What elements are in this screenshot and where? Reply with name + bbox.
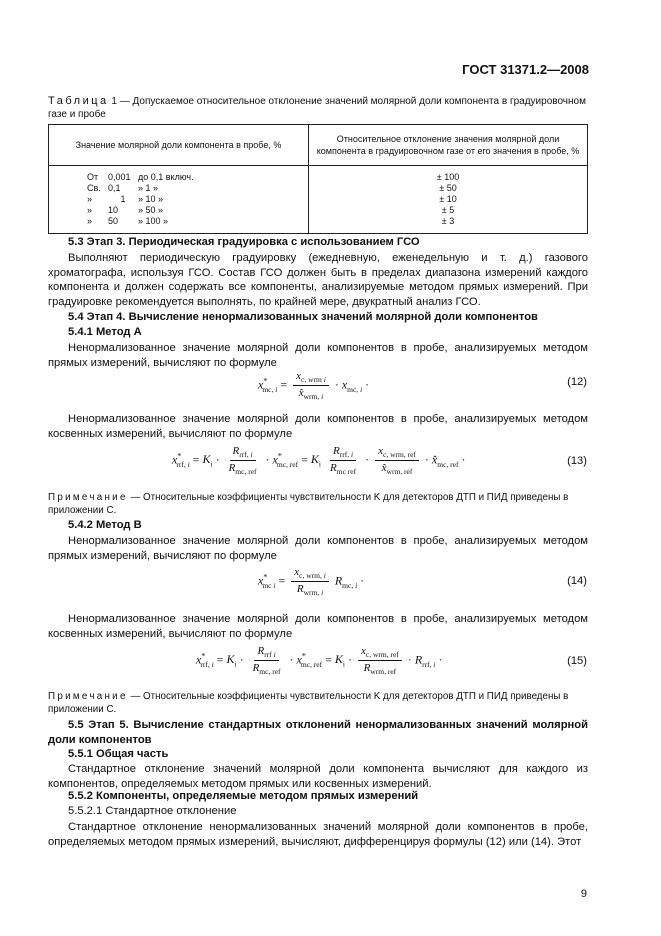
page-number: 9 [580, 888, 587, 900]
note-text: — Относительные коэффициенты чувствительности K для детекторов ДТП и ПИД приведены в приложении С. [48, 492, 569, 516]
section-5-4-1-title: 5.4.1 Метод А [68, 326, 142, 338]
section-5-3-text: Выполняют периодическую градуировку (ежедневную, еженедельную и т. д.) газового хроматографа, используя ГСО. Состав ГСО должен быть в пределах диапазона измерений каждого компонента и должен содержать все компоненты, анализируемые методом прямых измерений. При градуировке рекомендуется выполнять, по крайней мере, двукратный анализ ГСО. [48, 252, 588, 308]
section-5-5-1-text: Стандартное отклонение значений молярной доли компонента вычисляют для каждого из компонентов, определяемых методом прямых или косвенных измерений. [48, 763, 588, 790]
table-header-row [49, 125, 588, 166]
note-5-4-2 [48, 690, 588, 716]
table-value: ± 10 [439, 194, 457, 204]
section-5-4-1-text1: Ненормализованное значение молярной доли компонентов в пробе, анализируемых методом прямых измерений, вычисляют по формуле [48, 342, 588, 369]
equation-13-number: (13) [567, 455, 587, 467]
table-value: ± 100 [436, 172, 460, 182]
equation-15-number: (15) [567, 655, 587, 667]
section-5-4-title: 5.4 Этап 4. Вычисление ненормализованных значений молярной доли компонентов [68, 311, 538, 323]
section-5-5-1-title: 5.5.1 Общая часть [68, 748, 169, 760]
table-ranges-cell [49, 166, 309, 234]
table-header-col2: Относительное отклонение значения молярной доли компонента в градуировочном газе от его значения в пробе, % [309, 125, 588, 166]
table-value: ± 50 [439, 183, 457, 193]
table-caption [48, 95, 588, 121]
table-value: ± 5 [441, 205, 455, 215]
caption-text: 1 — Допускаемое относительное отклонение значений молярной доли компонента в градуировочном газе и пробе [48, 96, 586, 120]
note-5-4-1 [48, 491, 588, 517]
equation-12: $x^*_{mc, i}$ = $\frac{x_{c, wrm i}}{x̂_{wrm, i}}$ · $x_{mc, i}$ · [258, 370, 370, 402]
note-text: — Относительные коэффициенты чувствительности K для детекторов ДТП и ПИД приведены в приложении С. [48, 691, 569, 715]
equation-14: $x^*_{mc i}$ = $\frac{x_{c, wrm, i}}{R_{wrm, i}}$ $R_{mc, i}$ · [258, 566, 365, 598]
table-row: Св. 0,1 » 1 » [87, 183, 159, 193]
section-5-4-1-text2: Ненормализованное значение молярной доли компонентов в пробе, анализируемых методом косвенных измерений, вычисляют по формуле [48, 413, 588, 440]
equation-13: $x^*_{rrf, i} = K_i$ · $\frac{R_{rrf, i}}{R_{mc, ref}}$ · $x^*_{mc, ref} = K_i$ $\frac{R_{rrf, i}}{R_{mc ref}}$ · $\frac{x_{c, wrm, ref}}{x̂_{wrm, ref}}$ · $x̂_{mc, ref}$ · [172, 445, 466, 477]
equation-12-number: (12) [567, 376, 587, 388]
table-header-col1: Значение молярной доли компонента в пробе, % [49, 125, 309, 166]
equation-14-number: (14) [567, 575, 587, 587]
table-value: ± 3 [441, 216, 455, 226]
deviation-table [48, 124, 588, 234]
section-5-5-2-1-text: Стандартное отклонение ненормализованных значений молярной доли компонентов в пробе, определяемых методом прямых измерений, вычисляют, дифференцируя формулы (12) или (14). Этот [48, 821, 588, 848]
section-5-4-2-text1: Ненормализованное значение молярной доли компонентов в пробе, анализируемых методом прямых измерений, вычисляют по формуле [48, 535, 588, 562]
section-5-3-title: 5.3 Этап 3. Периодическая градуировка с использованием ГСО [68, 236, 420, 248]
note-word: Примечание [48, 691, 128, 702]
section-5-4-2-title: 5.4.2 Метод В [68, 519, 142, 531]
section-5-5-2-1-title: 5.5.2.1 Стандартное отклонение [68, 805, 237, 817]
table-row: От 0,001 до 0,1 включ. [87, 172, 194, 182]
note-word: Примечание [48, 492, 128, 503]
section-5-4-2-text2: Ненормализованное значение молярной доли компонентов в пробе, анализируемых методом косвенных измерений, вычисляют по формуле [48, 613, 588, 640]
caption-word: Таблица [48, 95, 109, 107]
table-body-row [49, 166, 588, 234]
table-values-cell [309, 166, 588, 234]
section-5-5-2-title: 5.5.2 Компоненты, определяемые методом прямых измерений [68, 790, 419, 802]
section-5-5-title: 5.5 Этап 5. Вычисление стандартных отклонений ненормализованных значений молярной доли компонентов [48, 719, 588, 746]
document-header: ГОСТ 31371.2—2008 [462, 62, 589, 77]
equation-15: $x^*_{rrf, i} = K_i$ · $\frac{R_{rrf i}}{R_{mc, ref}}$ · $x^*_{mc, ref} = K_i$ · $\frac{x_{c, wrm, ref}}{R_{wrm, ref}}$ · $R_{rrf, i}$ · [196, 645, 443, 677]
table-row: » 1 » 10 » [87, 194, 164, 204]
table-row: » 10 » 50 » [87, 205, 164, 215]
table-row: » 50 » 100 » [87, 216, 169, 226]
